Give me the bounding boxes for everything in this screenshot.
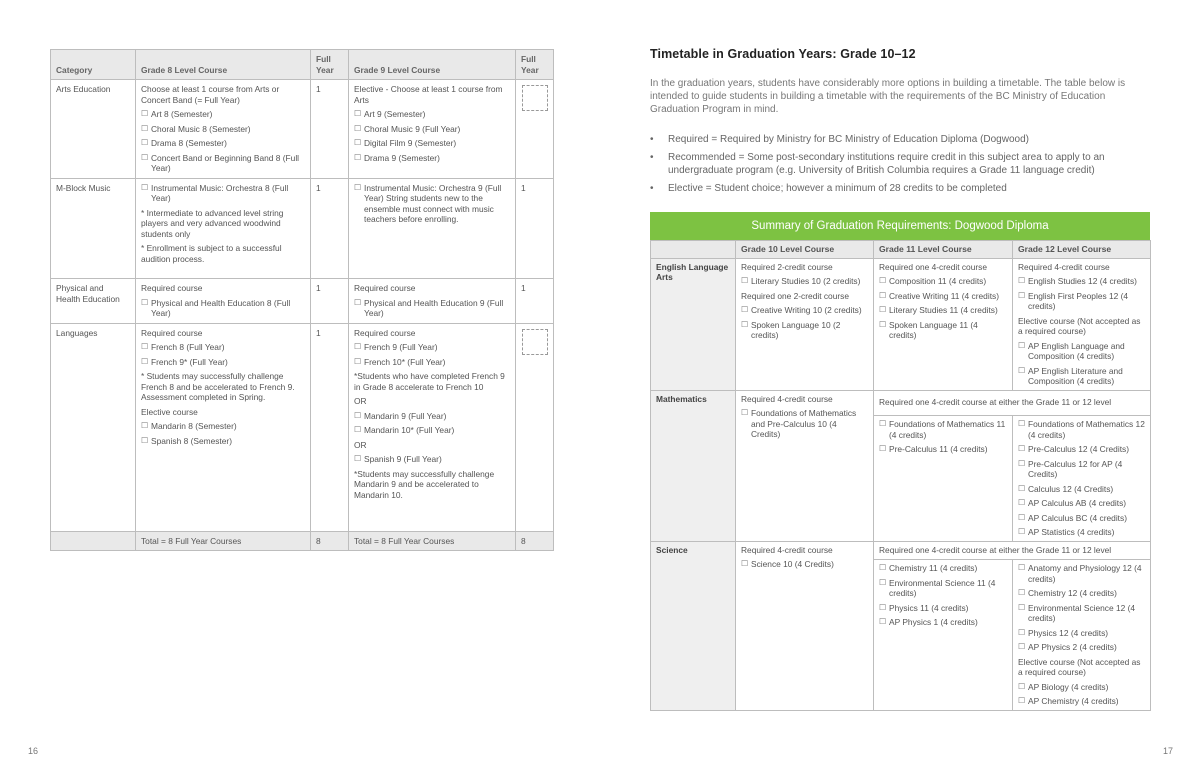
definition-list [650,133,1155,200]
checkbox-item[interactable] [1018,276,1145,287]
list-item [650,151,1155,177]
course-label: Physical and Health Education 9 (Full Year) [364,297,504,318]
col-header-grade11: Grade 11 Level Course [874,241,1013,259]
checkbox-icon[interactable]: ☐ [1018,276,1026,285]
checkbox-item[interactable] [354,183,510,225]
checkbox-icon[interactable]: ☐ [354,182,362,192]
checkbox-icon[interactable]: ☐ [354,410,362,420]
checkbox-item[interactable] [354,153,510,164]
checkbox-icon[interactable]: ☐ [879,319,887,329]
course-label: Literary Studies 10 (2 credits) [751,276,861,286]
col-header-grade12: Grade 12 Level Course [1013,241,1151,259]
course-label: AP English Language and Composition (4 credits) [1028,340,1125,361]
checkbox-item[interactable] [354,425,510,436]
category-cell: English Language Arts [651,258,736,390]
checkbox-item[interactable] [141,421,305,432]
checkbox-icon[interactable]: ☐ [354,109,362,118]
checkbox-icon[interactable]: ☐ [1018,588,1026,597]
checkbox-item[interactable] [354,342,510,353]
checkbox-icon[interactable]: ☐ [354,123,362,133]
checkbox-icon[interactable]: ☐ [354,152,362,162]
checkbox-icon[interactable]: ☐ [879,577,887,587]
span-intro-cell: Required one 4-credit course at either the Grade 11 or 12 level [874,390,1151,416]
total-grade8: Total = 8 Full Year Courses [136,531,311,551]
checkbox-icon[interactable]: ☐ [1018,696,1026,705]
course-label: Environmental Science 12 (4 credits) [1028,602,1136,623]
checkbox-item[interactable] [879,291,1007,302]
checkbox-icon[interactable]: ☐ [1018,627,1026,637]
table-row-science-intro [651,541,1151,560]
checkbox-icon[interactable]: ☐ [879,305,887,314]
course-label: Concert Band or Beginning Band 8 (Full Year) [151,152,300,173]
checkbox-item[interactable] [741,305,868,316]
checkbox-icon[interactable]: ☐ [354,342,362,351]
course-label: French 9 (Full Year) [364,342,438,352]
checkbox-item[interactable] [354,298,510,319]
checkbox-icon[interactable]: ☐ [141,342,149,351]
checkbox-item[interactable] [141,298,305,319]
checkbox-icon[interactable]: ☐ [879,290,887,300]
course-label: Choral Music 9 (Full Year) [364,123,461,134]
checkbox-icon[interactable]: ☐ [141,356,149,366]
cell-intro: Elective - Choose at least 1 course from Arts [354,84,503,105]
course-label: English Studies 12 (4 credits) [1028,276,1137,286]
full-year-cell [516,80,554,179]
course-label: AP English Literature and Composition (4 credits) [1028,365,1123,386]
course-label: Digital Film 9 (Semester) [364,138,457,148]
course-label: Mandarin 9 (Full Year) [364,410,447,421]
checkbox-item[interactable] [879,419,1007,440]
checkbox-item[interactable] [741,559,868,570]
table-row-math-intro [651,390,1151,416]
checkbox-icon[interactable]: ☐ [1018,419,1026,428]
course-label: Drama 8 (Semester) [151,138,227,148]
category-cell: Science [651,541,736,710]
checkbox-icon[interactable]: ☐ [141,421,149,430]
checkbox-icon[interactable]: ☐ [1018,642,1026,651]
checkbox-icon[interactable]: ☐ [1018,458,1026,468]
checkbox-icon[interactable]: ☐ [141,109,149,118]
checkbox-icon[interactable]: ☐ [879,617,887,626]
checkbox-icon[interactable]: ☐ [741,276,749,285]
grade8-cell [136,178,311,279]
full-year-cell: 1 [516,178,554,279]
checkbox-icon[interactable]: ☐ [141,123,149,133]
course-label: French 9* (Full Year) [151,356,228,367]
checkbox-icon[interactable]: ☐ [354,138,362,147]
note: *Students may successfully challenge Mandarin 9 and be accelerated to Mandarin 10. [354,468,495,500]
total-fy1: 8 [311,531,349,551]
course-label: Spanish 8 (Semester) [151,435,232,446]
cell-intro: Choose at least 1 course from Arts or Concert Band (= Full Year) [141,84,280,105]
checkbox-icon[interactable]: ☐ [741,408,749,417]
cell-intro: Required course [354,283,416,293]
table-row-languages [51,323,554,531]
checkbox-icon[interactable]: ☐ [1018,444,1026,453]
checkbox-icon[interactable]: ☐ [741,559,749,568]
grade12-cell [1013,258,1151,390]
course-label: Physical and Health Education 8 (Full Year) [151,297,291,318]
course-label: Instrumental Music: Orchestra 8 (Full Year) [151,182,289,203]
checkbox-item[interactable] [354,124,510,135]
checkbox-item[interactable] [1018,588,1145,599]
grade9-cell [349,178,516,279]
checkbox-item[interactable] [1018,628,1145,639]
note: * Intermediate to advanced level string players and very advanced woodwind students only [141,207,284,239]
list-item [650,133,1155,146]
bullet-text: Required = Required by Ministry for BC Ministry of Education Diploma (Dogwood) [668,134,1029,145]
page-number-right: 17 [1163,746,1174,756]
graduation-requirements-table [650,240,1151,711]
checkbox-item[interactable] [1018,444,1145,455]
checkbox-icon[interactable]: ☐ [741,319,749,329]
checkbox-item[interactable] [1018,366,1145,387]
checkbox-item[interactable] [1018,459,1145,480]
checkbox-item[interactable] [741,408,868,440]
checkbox-icon[interactable]: ☐ [354,297,362,307]
course-label: Instrumental Music: Orchestra 9 (Full Year) String students new to the ensemble must connect with music teachers before enrolling. [364,182,502,224]
cell-intro: Required course [141,283,203,293]
course-label: Spoken Language 11 (4 credits) [889,319,978,340]
course-label: AP Statistics (4 credits) [1028,527,1115,537]
checkbox-icon[interactable]: ☐ [879,563,887,572]
checkbox-icon[interactable]: ☐ [141,182,149,192]
col-header-grade9: Grade 9 Level Course [349,50,516,80]
full-year-cell: 1 [311,323,349,531]
note: * Enrollment is subject to a successful audition process. [141,243,282,264]
checkbox-item[interactable] [879,276,1007,287]
category-cell: Arts Education [51,80,136,179]
checkbox-item[interactable] [741,320,868,341]
checkbox-icon[interactable]: ☐ [1018,365,1026,375]
category-cell: Languages [51,323,136,531]
checkbox-icon[interactable]: ☐ [141,138,149,147]
intro-paragraph: In the graduation years, students have considerably more options in building a timetable. The table below is intended to guide students in building a timetable with the requirements of the BC Ministry of Education Graduation Program in mind. [650,78,1126,115]
course-label: Creative Writing 11 (4 credits) [889,290,999,301]
grade11-cell [874,258,1013,390]
full-year-input-box[interactable] [522,85,548,111]
checkbox-item[interactable] [1018,527,1145,538]
grade12-cell [1013,416,1151,542]
list-item [650,182,1155,195]
checkbox-icon[interactable]: ☐ [741,305,749,314]
checkbox-item[interactable] [1018,291,1145,312]
bullet-text: Elective = Student choice; however a minimum of 28 credits to be completed [668,183,1007,194]
col-header-full-year: Full Year [311,50,349,80]
course-label: Composition 11 (4 credits) [889,276,987,286]
cell-intro: Required 4-credit course [741,544,833,555]
course-label: Environmental Science 11 (4 credits) [889,577,996,598]
grade11-cell [874,416,1013,542]
checkbox-item[interactable] [1018,498,1145,509]
course-label: Mandarin 8 (Semester) [151,421,237,431]
checkbox-icon[interactable]: ☐ [879,602,887,612]
cell-intro: Required course [354,327,416,338]
cell-intro: Required 4-credit course [741,393,833,404]
course-label: AP Biology (4 credits) [1028,681,1109,692]
checkbox-icon[interactable]: ☐ [1018,527,1026,536]
bullet-icon: • [650,134,654,145]
checkbox-icon[interactable]: ☐ [141,152,149,162]
cell-intro: Required one 2-credit course [741,290,850,301]
checkbox-item[interactable] [354,411,510,422]
course-label: AP Physics 2 (4 credits) [1028,642,1117,652]
full-year-cell: 1 [516,279,554,324]
col-header-grade8: Grade 8 Level Course [136,50,311,80]
cell-intro: Elective course [141,406,198,417]
checkbox-item[interactable] [1018,696,1145,707]
grade9-cell [349,323,516,531]
checkbox-icon[interactable]: ☐ [1018,563,1026,572]
category-cell: Mathematics [651,390,736,541]
cell-intro: Elective course (Not accepted as a required course) [1018,315,1141,336]
checkbox-item[interactable] [741,276,868,287]
checkbox-item[interactable] [141,357,305,368]
grade10-cell [736,258,874,390]
grade12-cell [1013,560,1151,711]
course-label: Creative Writing 10 (2 credits) [751,305,862,315]
page-title: Timetable in Graduation Years: Grade 10–12 [650,47,916,61]
col-header-blank [651,241,736,259]
checkbox-item[interactable] [354,138,510,149]
course-label: Art 9 (Semester) [364,109,426,119]
category-cell: M-Block Music [51,178,136,279]
course-label: Chemistry 11 (4 credits) [889,563,978,573]
bullet-icon: • [650,183,654,194]
checkbox-item[interactable] [879,320,1007,341]
cell-intro: Required one 4-credit course [879,261,988,272]
checkbox-icon[interactable]: ☐ [354,425,362,434]
course-label: Foundations of Mathematics 12 (4 credits) [1028,419,1145,440]
course-label: AP Physics 1 (4 credits) [889,617,978,627]
checkbox-icon[interactable]: ☐ [1018,483,1026,493]
cell-intro: Required course [141,327,203,338]
grade9-cell [349,80,516,179]
checkbox-item[interactable] [141,183,305,204]
full-year-cell: 1 [311,80,349,179]
cell-intro: Elective course (Not accepted as a required course) [1018,656,1141,677]
checkbox-item[interactable] [141,138,305,149]
checkbox-item[interactable] [1018,484,1145,495]
course-label: Pre-Calculus 12 for AP (4 Credits) [1028,458,1123,479]
grade8-cell [136,323,311,531]
checkbox-item[interactable] [1018,513,1145,524]
checkbox-icon[interactable]: ☐ [354,454,362,463]
checkbox-item[interactable] [1018,603,1145,624]
course-label: AP Calculus AB (4 credits) [1028,498,1127,508]
summary-banner: Summary of Graduation Requirements: Dogwood Diploma [650,212,1150,240]
grade10-cell [736,390,874,541]
course-label: Drama 9 (Semester) [364,152,440,163]
checkbox-icon[interactable]: ☐ [879,444,887,453]
course-label: Calculus 12 (4 Credits) [1028,483,1114,494]
course-label: English First Peoples 12 (4 credits) [1028,290,1129,311]
course-label: Physics 11 (4 credits) [889,602,969,613]
course-label: AP Calculus BC (4 credits) [1028,512,1127,523]
grade8-9-course-table [50,49,554,551]
course-label: Foundations of Mathematics 11 (4 credits) [889,419,1006,440]
course-label: Choral Music 8 (Semester) [151,123,251,134]
checkbox-item[interactable] [141,436,305,447]
note: *Students who have completed French 9 in Grade 8 accelerate to French 10 [354,371,505,392]
checkbox-item[interactable] [879,444,1007,455]
checkbox-icon[interactable]: ☐ [1018,498,1026,507]
col-header-full-year: Full Year [516,50,554,80]
cell-intro: Required 2-credit course [741,261,833,272]
table-row-mblock [51,178,554,279]
total-fy2: 8 [516,531,554,551]
checkbox-icon[interactable]: ☐ [1018,681,1026,691]
checkbox-item[interactable] [879,617,1007,628]
table-row-arts [51,80,554,179]
full-year-cell: 1 [311,279,349,324]
grade10-cell [736,541,874,710]
full-year-cell [516,323,554,531]
checkbox-item[interactable] [1018,642,1145,653]
span-intro-cell: Required one 4-credit course at either the Grade 11 or 12 level [874,541,1151,560]
table-row-pe [51,279,554,324]
course-label: Anatomy and Physiology 12 (4 credits) [1028,563,1142,584]
checkbox-item[interactable] [354,109,510,120]
checkbox-icon[interactable]: ☐ [1018,602,1026,612]
checkbox-icon[interactable]: ☐ [354,356,362,366]
checkbox-icon[interactable]: ☐ [1018,340,1026,350]
checkbox-icon[interactable]: ☐ [1018,512,1026,522]
course-label: Chemistry 12 (4 credits) [1028,588,1117,598]
checkbox-icon[interactable]: ☐ [141,297,149,307]
course-label: Foundations of Mathematics and Pre-Calculus 10 (4 Credits) [751,408,857,439]
course-label: Spoken Language 10 (2 credits) [751,319,841,340]
checkbox-item[interactable] [354,357,510,368]
checkbox-icon[interactable]: ☐ [879,276,887,285]
checkbox-icon[interactable]: ☐ [1018,290,1026,300]
total-blank [51,531,136,551]
checkbox-item[interactable] [141,153,305,174]
checkbox-item[interactable] [879,578,1007,599]
bullet-icon: • [650,152,654,163]
or-separator: OR [354,396,367,406]
total-grade9: Total = 8 Full Year Courses [349,531,516,551]
grade8-cell [136,279,311,324]
course-label: Spanish 9 (Full Year) [364,454,442,464]
col-header-grade10: Grade 10 Level Course [736,241,874,259]
total-row [51,531,554,551]
col-header-category: Category [51,50,136,80]
checkbox-item[interactable] [1018,419,1145,440]
checkbox-item[interactable] [879,603,1007,614]
checkbox-item[interactable] [141,124,305,135]
checkbox-item[interactable] [879,563,1007,574]
course-label: Science 10 (4 Credits) [751,559,834,569]
checkbox-item[interactable] [141,109,305,120]
checkbox-item[interactable] [354,454,510,465]
category-cell: Physical and Health Education [51,279,136,324]
page-number-left: 16 [28,746,39,756]
checkbox-item[interactable] [1018,341,1145,362]
bullet-text: Recommended = Some post-secondary institutions require credit in this subject area to apply to an undergraduate program (e.g. University of British Columbia requires a Grade 11 language credit) [668,152,1105,176]
course-label: Physics 12 (4 credits) [1028,627,1109,638]
checkbox-icon[interactable]: ☐ [879,419,887,428]
grade11-cell [874,560,1013,711]
grade8-cell [136,80,311,179]
course-label: French 10* (Full Year) [364,356,446,367]
checkbox-item[interactable] [141,342,305,353]
course-label: Mandarin 10* (Full Year) [364,425,455,435]
course-label: Art 8 (Semester) [151,109,213,119]
course-label: Literary Studies 11 (4 credits) [889,305,998,315]
course-label: AP Chemistry (4 credits) [1028,696,1119,706]
cell-intro: Required 4-credit course [1018,261,1110,272]
course-label: Pre-Calculus 11 (4 credits) [889,444,988,454]
grade9-cell [349,279,516,324]
or-separator: OR [354,439,367,450]
course-label: French 8 (Full Year) [151,342,225,352]
checkbox-item[interactable] [1018,682,1145,693]
full-year-input-box[interactable] [522,329,548,355]
table-row-english [651,258,1151,390]
checkbox-icon[interactable]: ☐ [141,435,149,445]
note: * Students may successfully challenge French 8 and be accelerated to French 9. Assessment completed in Spring. [141,371,295,402]
checkbox-item[interactable] [1018,563,1145,584]
course-label: Pre-Calculus 12 (4 Credits) [1028,444,1129,454]
full-year-cell: 1 [311,178,349,279]
checkbox-item[interactable] [879,305,1007,316]
